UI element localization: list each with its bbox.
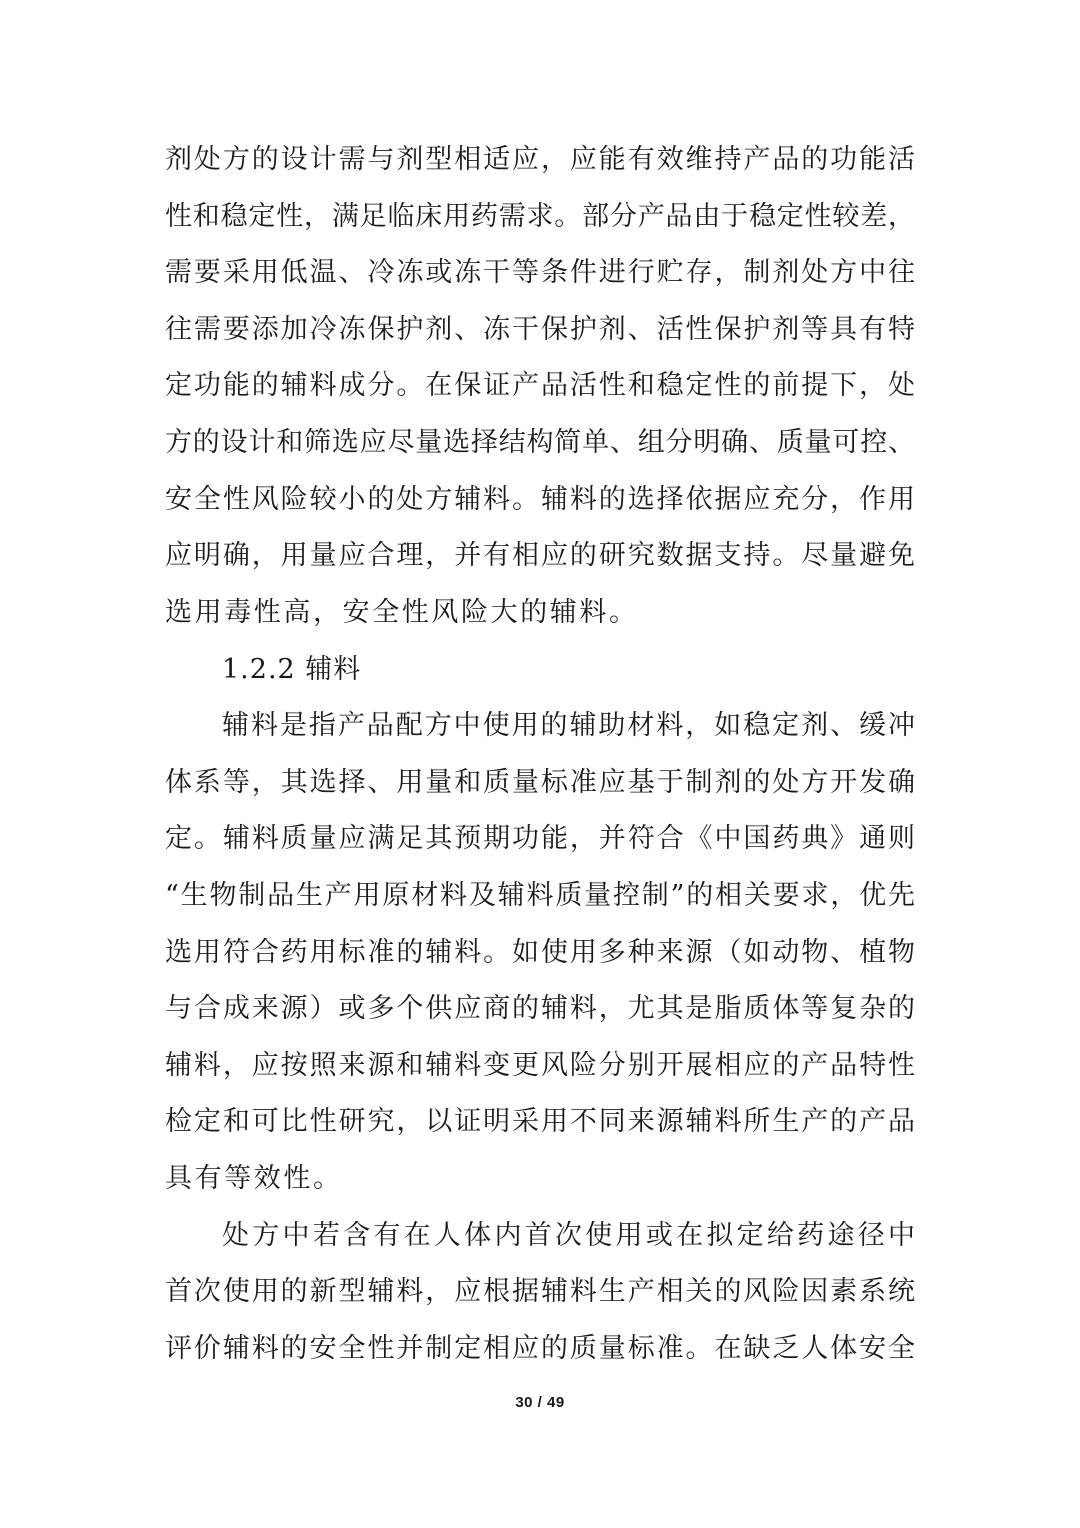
text-line: 辅料，应按照来源和辅料变更风险分别开展相应的产品特性 <box>165 1050 915 1081</box>
text-line: 剂处方的设计需与剂型相适应，应能有效维持产品的功能活 <box>165 144 915 175</box>
text-line: “生物制品生产用原材料及辅料质量控制”的相关要求，优先 <box>165 880 915 911</box>
section-heading: 1.2.2 辅料 <box>222 654 362 685</box>
text-line: 定。辅料质量应满足其预期功能，并符合《中国药典》通则 <box>165 823 915 854</box>
text-line: 体系等，其选择、用量和质量标准应基于制剂的处方开发确 <box>165 767 915 798</box>
text-line: 应明确，用量应合理，并有相应的研究数据支持。尽量避免 <box>165 540 915 571</box>
text-line: 选用符合药用标准的辅料。如使用多种来源（如动物、植物 <box>165 937 915 968</box>
text-line: 与合成来源）或多个供应商的辅料，尤其是脂质体等复杂的 <box>165 993 915 1024</box>
text-line: 处方中若含有在人体内首次使用或在拟定给药途径中 <box>222 1220 915 1251</box>
page-number: 30 / 49 <box>515 1394 565 1411</box>
text-line: 检定和可比性研究，以证明采用不同来源辅料所生产的产品 <box>165 1106 915 1137</box>
text-line: 往需要添加冷冻保护剂、冻干保护剂、活性保护剂等具有特 <box>165 314 915 345</box>
text-line: 性和稳定性，满足临床用药需求。部分产品由于稳定性较差， <box>165 201 915 232</box>
text-line: 选用毒性高，安全性风险大的辅料。 <box>165 597 639 628</box>
text-line: 方的设计和筛选应尽量选择结构简单、组分明确、质量可控、 <box>165 427 915 458</box>
text-line: 具有等效性。 <box>165 1163 343 1194</box>
text-line: 定功能的辅料成分。在保证产品活性和稳定性的前提下，处 <box>165 370 915 401</box>
text-line: 辅料是指产品配方中使用的辅助材料，如稳定剂、缓冲 <box>222 710 915 741</box>
text-line: 需要采用低温、冷冻或冻干等条件进行贮存，制剂处方中往 <box>165 257 915 288</box>
text-line: 评价辅料的安全性并制定相应的质量标准。在缺乏人体安全 <box>165 1333 915 1364</box>
text-line: 首次使用的新型辅料，应根据辅料生产相关的风险因素系统 <box>165 1276 915 1307</box>
text-line: 安全性风险较小的处方辅料。辅料的选择依据应充分，作用 <box>165 484 915 515</box>
